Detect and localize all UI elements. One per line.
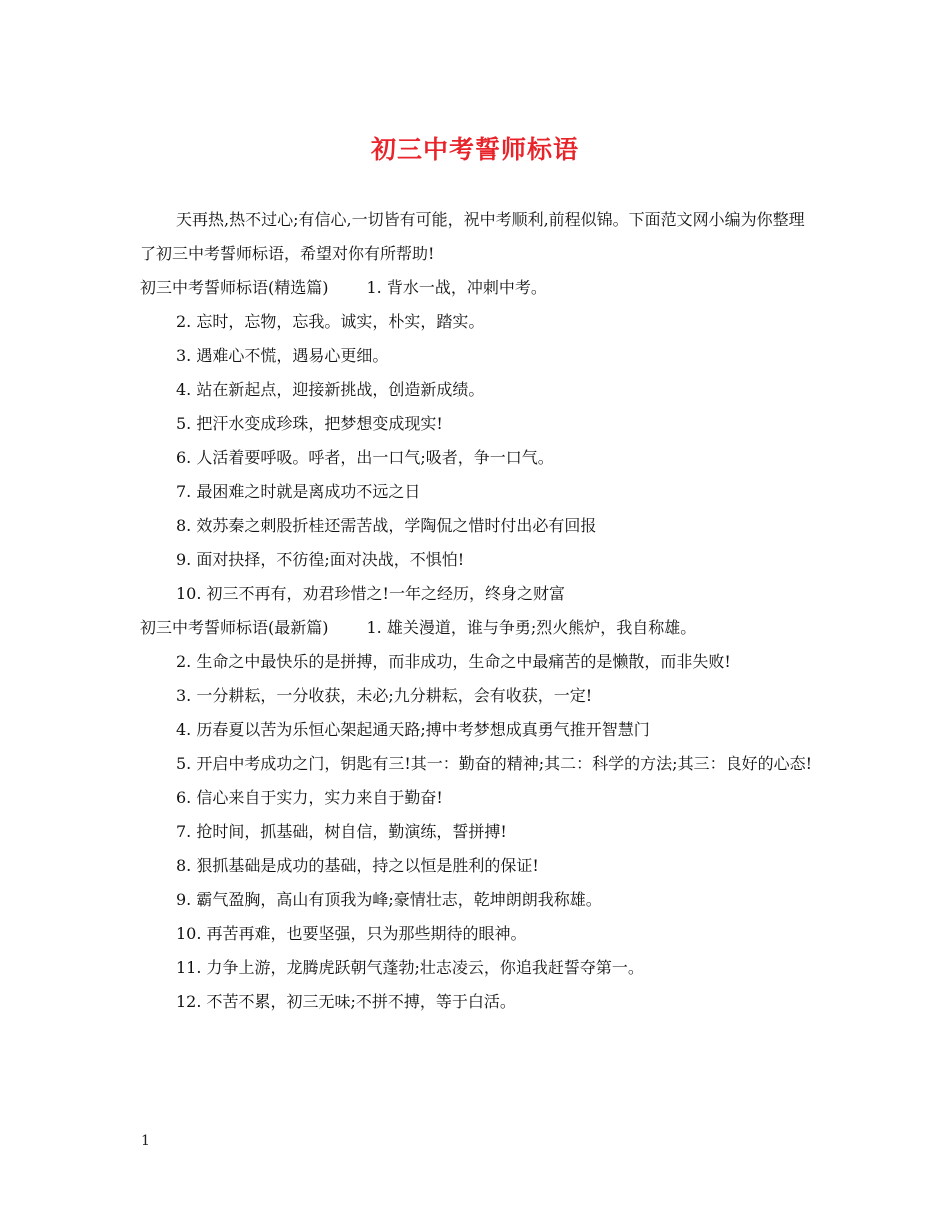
list-item: 2. 忘时，忘物，忘我。诚实，朴实，踏实。 [176,312,485,331]
list-item: 8. 效苏秦之刺股折桂还需苦战，学陶侃之惜时付出必有回报 [176,516,597,535]
list-item: 7. 抢时间，抓基础，树自信，勤演练，誓拼搏! [176,822,507,841]
list-item: 5. 开启中考成功之门，钥匙有三!其一：勤奋的精神;其二：科学的方法;其三：良好的心态! [176,754,812,773]
list-item: 4. 历春夏以苦为乐恒心架起通天路;搏中考梦想成真勇气推开智慧门 [176,720,650,739]
document-body [140,203,820,1019]
section-heading-line [140,271,820,305]
list-item: 3. 一分耕耘，一分收获，未必;九分耕耘，会有收获，一定! [176,686,593,705]
list-item: 5. 把汗水变成珍珠，把梦想变成现实! [176,414,443,433]
list-item: 6. 信心来自于实力，实力来自于勤奋! [176,788,443,807]
section-heading-line [140,611,820,645]
list-item: 4. 站在新起点，迎接新挑战，创造新成绩。 [176,380,485,399]
list-item: 2. 生命之中最快乐的是拼搏，而非成功，生命之中最痛苦的是懒散，而非失败! [176,652,731,671]
page-title: 初三中考誓师标语 [370,135,579,164]
list-item: 9. 面对抉择，不彷徨;面对决战，不惧怕! [176,550,465,569]
list-item: 12. 不苦不累，初三无味;不拼不搏，等于白活。 [176,992,516,1011]
list-item: 10. 初三不再有，劝君珍惜之!一年之经历，终身之财富 [176,584,565,603]
list-item: 10. 再苦再难，也要坚强，只为那些期待的眼神。 [176,924,527,943]
list-item: 8. 狠抓基础是成功的基础，持之以恒是胜利的保证! [176,856,539,875]
list-item: 11. 力争上游，龙腾虎跃朝气蓬勃;壮志凌云，你追我赶誓夺第一。 [176,958,644,977]
section-heading: 初三中考誓师标语(最新篇) [140,618,329,637]
list-item: 6. 人活着要呼吸。呼者，出一口气;吸者，争一口气。 [176,448,554,467]
list-item: 3. 遇难心不慌，遇易心更细。 [176,346,389,365]
list-item: 1. 背水一战，冲刺中考。 [366,278,547,297]
page-number: 1 [141,1133,150,1149]
list-item: 1. 雄关漫道，谁与争勇;烈火熊炉，我自称雄。 [366,618,697,637]
list-item: 7. 最困难之时就是离成功不远之日 [176,482,421,501]
intro-paragraph: 天再热,热不过心;有信心,一切皆有可能，祝中考顺利,前程似锦。下面范文网小编为你整理了初三中考誓师标语，希望对你有所帮助! [140,210,805,263]
section-heading: 初三中考誓师标语(精选篇) [140,278,329,297]
list-item: 9. 霸气盈胸，高山有顶我为峰;豪情壮志，乾坤朗朗我称雄。 [176,890,602,909]
